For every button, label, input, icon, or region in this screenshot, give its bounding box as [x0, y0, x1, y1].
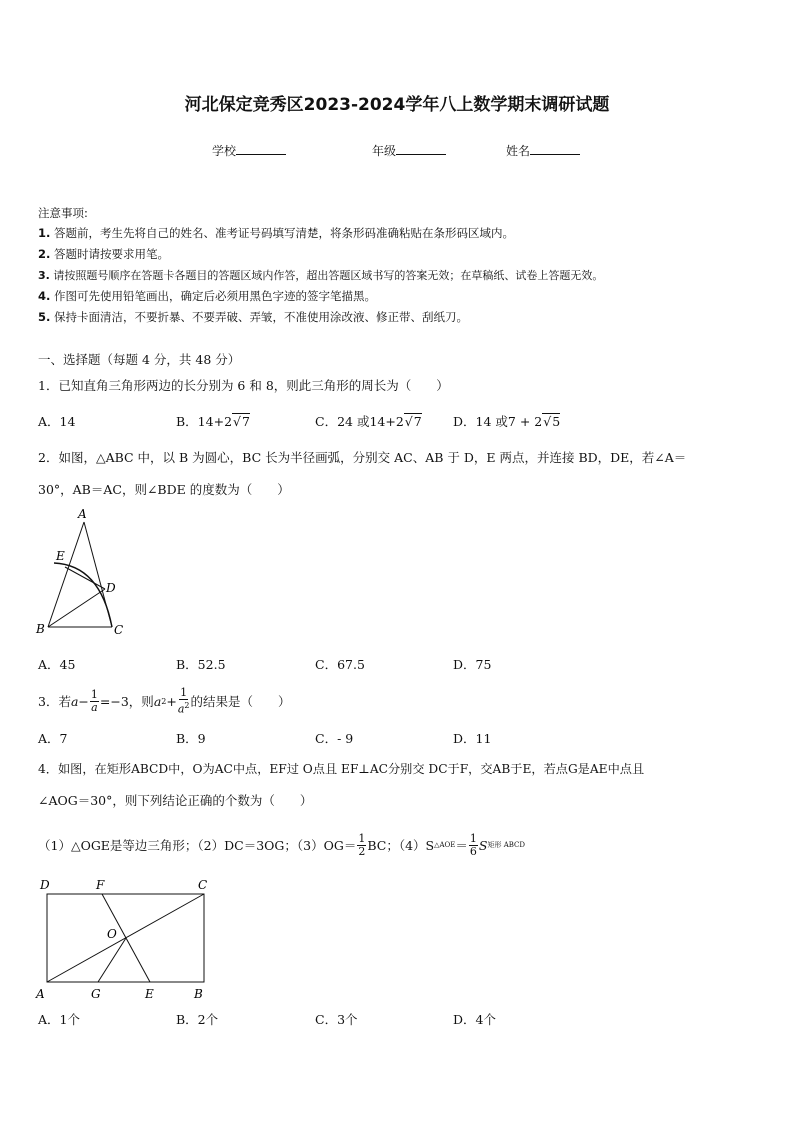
q3-option-b: B．9: [176, 731, 206, 746]
page-title: 河北保定竞秀区2023-2024学年八上数学期末调研试题: [184, 95, 610, 115]
name-label: 姓名: [506, 144, 531, 158]
q1-option-b: B．14+2√7: [176, 414, 250, 429]
grade-field: [372, 142, 446, 159]
q2-stem-line1: 2．如图，△ABC 中，以 B 为圆心，BC 长为半径画弧，分别交 AC、AB 于 D，E 两点，并连接 BD，DE，若∠A＝: [38, 450, 687, 465]
q3-stem: 3．若 a − $\frac{1}{a}$ =−3 ，则 a 2 + $\frac{1}{a^2}$ 的结果是（ ）: [38, 685, 291, 716]
q1-option-d: D．14 或7 + 2√5: [453, 414, 561, 429]
q1-option-a: A．14: [38, 414, 76, 429]
q4-option-a: A．1个: [38, 1012, 80, 1027]
school-field: [212, 142, 286, 159]
q3-option-d: D．11: [453, 731, 492, 746]
label-c: C: [198, 878, 208, 892]
section-heading: 一、选择题（每题 4 分，共 48 分）: [38, 352, 241, 367]
label-e: E: [56, 549, 65, 563]
q4-figure: [30, 872, 220, 1007]
segment-og: [98, 938, 126, 982]
label-b: B: [194, 987, 203, 1001]
school-label: 学校: [212, 144, 237, 158]
q4-option-b: B．2个: [176, 1012, 219, 1027]
label-a: A: [78, 507, 87, 521]
name-blank: [530, 142, 580, 155]
note-item: 2. 答题时请按要求用笔。: [38, 247, 170, 261]
grade-label: 年级: [372, 144, 397, 158]
label-f: F: [96, 878, 105, 892]
label-c: C: [114, 623, 124, 637]
q4-conclusions: （1）△OGE是等边三角形；（2）DC＝3OG；（3）OG＝ $\frac{1}{2}$ BC；（4）S △AOE ＝ $\frac{1}{6}$ S 矩形 ABCD: [38, 831, 526, 858]
label-b: B: [36, 622, 45, 636]
segment-bd: [48, 589, 105, 627]
q2-option-a: A．45: [38, 657, 76, 672]
q2-figure: [30, 505, 140, 645]
q4-stem-line2: ∠AOG＝30°，则下列结论正确的个数为（ ）: [38, 793, 313, 808]
q1-option-c: C．24 或14+2√7: [315, 414, 422, 429]
q4-option-d: D．4个: [453, 1012, 496, 1027]
school-blank: [236, 142, 286, 155]
notes-heading: 注意事项:: [38, 206, 88, 220]
q2-option-b: B．52.5: [176, 657, 226, 672]
label-g: G: [91, 987, 101, 1001]
note-item: 4. 作图可先使用铅笔画出，确定后必须用黑色字迹的签字笔描黑。: [38, 289, 377, 303]
q2-option-d: D．75: [453, 657, 492, 672]
q4-option-c: C．3个: [315, 1012, 358, 1027]
name-field: [506, 142, 580, 159]
label-d: D: [106, 581, 116, 595]
q1-stem: 1．已知直角三角形两边的长分别为 6 和 8，则此三角形的周长为（ ）: [38, 378, 449, 393]
q3-option-a: A．7: [38, 731, 68, 746]
label-a: A: [36, 987, 45, 1001]
q4-stem-line1: 4．如图，在矩形ABCD中，O为AC中点，EF过 O点且 EF⊥AC分别交 DC于F，交AB于E，若点G是AE中点且: [38, 762, 645, 776]
grade-blank: [396, 142, 446, 155]
q2-option-c: C．67.5: [315, 657, 365, 672]
note-item: 3. 请按照题号顺序在答题卡各题目的答题区域内作答，超出答题区域书写的答案无效；在草稿纸、试卷上答题无效。: [38, 269, 604, 282]
label-o: O: [107, 927, 117, 941]
q2-stem-line2: 30°，AB＝AC，则∠BDE 的度数为（ ）: [38, 482, 290, 497]
note-item: 5. 保持卡面清洁，不要折暴、不要弄破、弄皱，不准使用涂改液、修正带、刮纸刀。: [38, 310, 469, 324]
label-d: D: [40, 878, 50, 892]
label-e: E: [145, 987, 154, 1001]
note-item: 1. 答题前，考生先将自己的姓名、准考证号码填写清楚，将条形码准确粘贴在条形码区域内。: [38, 226, 515, 240]
q3-option-c: C．- 9: [315, 731, 354, 746]
